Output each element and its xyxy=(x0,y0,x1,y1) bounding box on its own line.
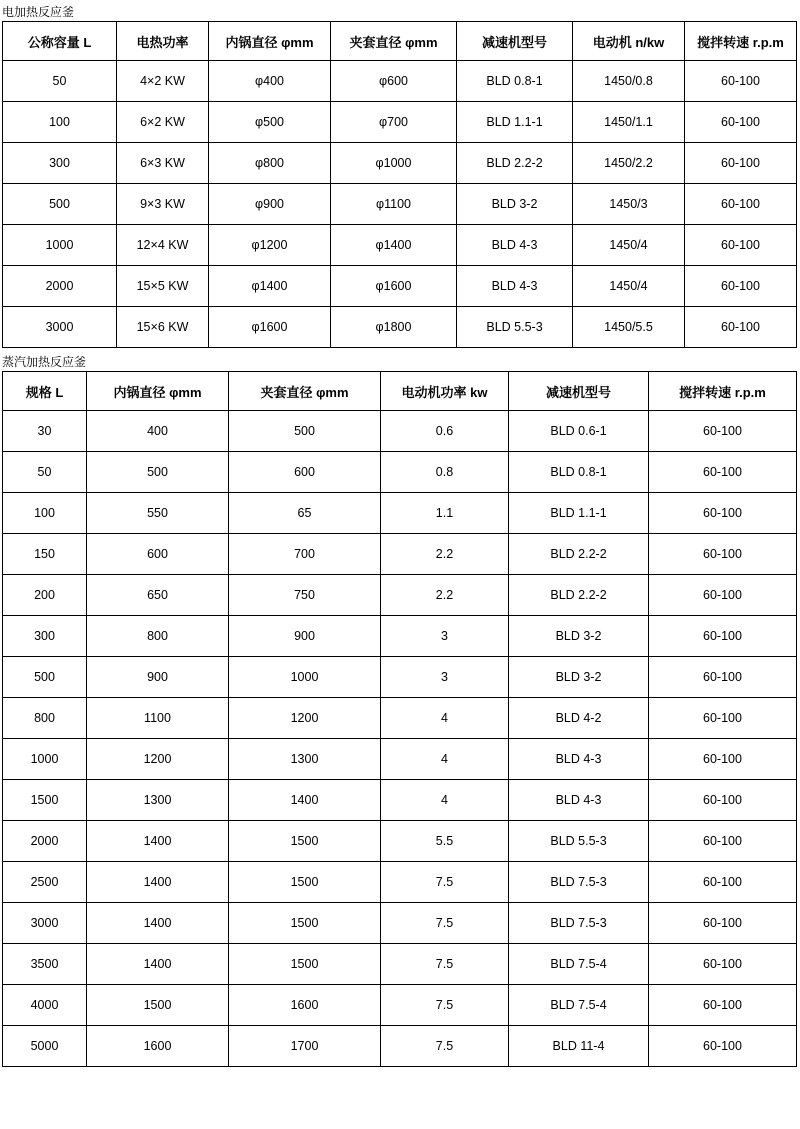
steam-heating-cell: 500 xyxy=(87,452,229,493)
steam-heating-cell: 60-100 xyxy=(649,862,797,903)
electric-heating-cell: φ1000 xyxy=(331,143,457,184)
steam-heating-cell: BLD 3-2 xyxy=(509,657,649,698)
steam-heating-cell: 150 xyxy=(3,534,87,575)
electric-heating-cell: 1450/5.5 xyxy=(573,307,685,348)
steam-heating-cell: 30 xyxy=(3,411,87,452)
steam-heating-cell: BLD 11-4 xyxy=(509,1026,649,1067)
electric-heating-cell: 6×2 KW xyxy=(117,102,209,143)
table-row xyxy=(3,184,797,225)
electric-heating-cell: BLD 3-2 xyxy=(457,184,573,225)
steam-heating-cell: BLD 1.1-1 xyxy=(509,493,649,534)
table1-body xyxy=(3,61,797,348)
electric-heating-cell: 4×2 KW xyxy=(117,61,209,102)
electric-heating-cell: 1000 xyxy=(3,225,117,266)
electric-heating-cell: φ600 xyxy=(331,61,457,102)
electric-heating-cell: BLD 4-3 xyxy=(457,266,573,307)
steam-heating-cell: 60-100 xyxy=(649,534,797,575)
table-row xyxy=(3,307,797,348)
electric-heating-column-header: 夹套直径 φmm xyxy=(331,22,457,61)
steam-heating-cell: BLD 5.5-3 xyxy=(509,821,649,862)
table-row xyxy=(3,698,797,739)
steam-heating-cell: BLD 2.2-2 xyxy=(509,534,649,575)
steam-heating-cell: 7.5 xyxy=(381,944,509,985)
steam-heating-cell: 1500 xyxy=(87,985,229,1026)
steam-heating-cell: 700 xyxy=(229,534,381,575)
steam-heating-cell: 65 xyxy=(229,493,381,534)
steam-heating-cell: 1100 xyxy=(87,698,229,739)
electric-heating-cell: 60-100 xyxy=(685,143,797,184)
steam-heating-cell: 1500 xyxy=(3,780,87,821)
steam-heating-cell: BLD 7.5-3 xyxy=(509,862,649,903)
electric-heating-cell: 60-100 xyxy=(685,102,797,143)
steam-heating-cell: 1500 xyxy=(229,944,381,985)
table1-head xyxy=(3,22,797,61)
electric-heating-cell: 2000 xyxy=(3,266,117,307)
steam-heating-cell: 1.1 xyxy=(381,493,509,534)
electric-heating-cell: 500 xyxy=(3,184,117,225)
steam-heating-cell: 1500 xyxy=(229,862,381,903)
steam-heating-cell: 5.5 xyxy=(381,821,509,862)
steam-heating-cell: 3 xyxy=(381,657,509,698)
steam-heating-cell: 1300 xyxy=(87,780,229,821)
steam-heating-cell: 650 xyxy=(87,575,229,616)
electric-heating-cell: 60-100 xyxy=(685,225,797,266)
electric-heating-cell: φ1100 xyxy=(331,184,457,225)
steam-heating-cell: 7.5 xyxy=(381,1026,509,1067)
steam-heating-cell: 1300 xyxy=(229,739,381,780)
steam-heating-cell: 1400 xyxy=(229,780,381,821)
steam-heating-cell: BLD 4-2 xyxy=(509,698,649,739)
steam-heating-cell: 60-100 xyxy=(649,452,797,493)
steam-heating-cell: 900 xyxy=(229,616,381,657)
electric-heating-cell: φ1800 xyxy=(331,307,457,348)
electric-heating-cell: BLD 5.5-3 xyxy=(457,307,573,348)
table1-wrapper xyxy=(0,21,800,348)
steam-heating-cell: 1000 xyxy=(229,657,381,698)
electric-heating-cell: 1450/2.2 xyxy=(573,143,685,184)
steam-heating-cell: 400 xyxy=(87,411,229,452)
steam-heating-cell: 1400 xyxy=(87,944,229,985)
steam-heating-cell: 4 xyxy=(381,698,509,739)
table-row xyxy=(3,657,797,698)
table2-wrapper xyxy=(0,371,800,1067)
steam-heating-cell: 60-100 xyxy=(649,616,797,657)
steam-heating-cell: 1600 xyxy=(229,985,381,1026)
steam-heating-cell: BLD 4-3 xyxy=(509,739,649,780)
electric-heating-column-header: 减速机型号 xyxy=(457,22,573,61)
steam-heating-cell: 60-100 xyxy=(649,780,797,821)
electric-heating-cell: 1450/4 xyxy=(573,225,685,266)
steam-heating-cell: 0.6 xyxy=(381,411,509,452)
steam-heating-cell: 4 xyxy=(381,780,509,821)
electric-heating-cell: 3000 xyxy=(3,307,117,348)
table-row xyxy=(3,985,797,1026)
electric-heating-cell: 100 xyxy=(3,102,117,143)
electric-heating-cell: BLD 0.8-1 xyxy=(457,61,573,102)
table-row xyxy=(3,225,797,266)
table-row xyxy=(3,452,797,493)
steam-heating-cell: 60-100 xyxy=(649,1026,797,1067)
electric-heating-cell: 1450/0.8 xyxy=(573,61,685,102)
table-row xyxy=(3,944,797,985)
table-row xyxy=(3,862,797,903)
table2-header-row xyxy=(3,372,797,411)
steam-heating-cell: 800 xyxy=(87,616,229,657)
steam-heating-cell: 600 xyxy=(87,534,229,575)
electric-heating-cell: φ1400 xyxy=(209,266,331,307)
steam-heating-cell: 300 xyxy=(3,616,87,657)
steam-heating-reactor-table xyxy=(2,371,797,1067)
electric-heating-cell: 300 xyxy=(3,143,117,184)
electric-heating-cell: 15×5 KW xyxy=(117,266,209,307)
table2-body xyxy=(3,411,797,1067)
steam-heating-cell: 900 xyxy=(87,657,229,698)
electric-heating-reactor-table xyxy=(2,21,797,348)
electric-heating-cell: φ700 xyxy=(331,102,457,143)
electric-heating-column-header: 搅拌转速 r.p.m xyxy=(685,22,797,61)
steam-heating-cell: BLD 2.2-2 xyxy=(509,575,649,616)
steam-heating-cell: 200 xyxy=(3,575,87,616)
steam-heating-cell: 7.5 xyxy=(381,903,509,944)
table1-header-row xyxy=(3,22,797,61)
steam-heating-cell: 7.5 xyxy=(381,862,509,903)
steam-heating-column-header: 内锅直径 φmm xyxy=(87,372,229,411)
table2-head xyxy=(3,372,797,411)
table-row xyxy=(3,1026,797,1067)
steam-heating-cell: 100 xyxy=(3,493,87,534)
steam-heating-cell: BLD 4-3 xyxy=(509,780,649,821)
steam-heating-cell: 60-100 xyxy=(649,698,797,739)
table2-caption: 蒸汽加热反应釜 xyxy=(2,355,87,369)
steam-heating-cell: 5000 xyxy=(3,1026,87,1067)
steam-heating-column-header: 电动机功率 kw xyxy=(381,372,509,411)
table-row xyxy=(3,493,797,534)
steam-heating-cell: 750 xyxy=(229,575,381,616)
table-row xyxy=(3,616,797,657)
steam-heating-cell: 60-100 xyxy=(649,821,797,862)
table-row xyxy=(3,102,797,143)
steam-heating-cell: 60-100 xyxy=(649,411,797,452)
table-row xyxy=(3,143,797,184)
electric-heating-cell: BLD 2.2-2 xyxy=(457,143,573,184)
steam-heating-cell: 3500 xyxy=(3,944,87,985)
electric-heating-cell: 12×4 KW xyxy=(117,225,209,266)
electric-heating-cell: BLD 1.1-1 xyxy=(457,102,573,143)
steam-heating-cell: 2500 xyxy=(3,862,87,903)
steam-heating-cell: 60-100 xyxy=(649,903,797,944)
steam-heating-cell: 2.2 xyxy=(381,534,509,575)
steam-heating-cell: 4000 xyxy=(3,985,87,1026)
steam-heating-cell: 1500 xyxy=(229,903,381,944)
electric-heating-cell: 9×3 KW xyxy=(117,184,209,225)
steam-heating-cell: 1400 xyxy=(87,862,229,903)
steam-heating-cell: 1400 xyxy=(87,903,229,944)
table-row xyxy=(3,534,797,575)
table-row xyxy=(3,266,797,307)
table-row xyxy=(3,61,797,102)
steam-heating-cell: 50 xyxy=(3,452,87,493)
electric-heating-cell: 50 xyxy=(3,61,117,102)
electric-heating-cell: 1450/4 xyxy=(573,266,685,307)
steam-heating-cell: BLD 0.6-1 xyxy=(509,411,649,452)
electric-heating-cell: 1450/1.1 xyxy=(573,102,685,143)
steam-heating-cell: BLD 7.5-3 xyxy=(509,903,649,944)
electric-heating-cell: 6×3 KW xyxy=(117,143,209,184)
steam-heating-cell: 60-100 xyxy=(649,944,797,985)
steam-heating-cell: 500 xyxy=(229,411,381,452)
steam-heating-cell: 1000 xyxy=(3,739,87,780)
steam-heating-column-header: 夹套直径 φmm xyxy=(229,372,381,411)
steam-heating-cell: 1200 xyxy=(229,698,381,739)
steam-heating-cell: BLD 7.5-4 xyxy=(509,985,649,1026)
electric-heating-cell: φ800 xyxy=(209,143,331,184)
electric-heating-column-header: 公称容量 L xyxy=(3,22,117,61)
steam-heating-cell: 4 xyxy=(381,739,509,780)
steam-heating-cell: 1600 xyxy=(87,1026,229,1067)
steam-heating-cell: 60-100 xyxy=(649,575,797,616)
steam-heating-cell: 7.5 xyxy=(381,985,509,1026)
steam-heating-cell: 550 xyxy=(87,493,229,534)
steam-heating-cell: BLD 3-2 xyxy=(509,616,649,657)
steam-heating-cell: BLD 7.5-4 xyxy=(509,944,649,985)
electric-heating-cell: 60-100 xyxy=(685,184,797,225)
electric-heating-column-header: 电动机 n/kw xyxy=(573,22,685,61)
steam-heating-cell: 0.8 xyxy=(381,452,509,493)
table-row xyxy=(3,575,797,616)
electric-heating-cell: 60-100 xyxy=(685,307,797,348)
steam-heating-cell: 60-100 xyxy=(649,493,797,534)
steam-heating-cell: 60-100 xyxy=(649,985,797,1026)
steam-heating-cell: 2000 xyxy=(3,821,87,862)
table-row xyxy=(3,821,797,862)
table-row xyxy=(3,739,797,780)
steam-heating-cell: 600 xyxy=(229,452,381,493)
electric-heating-cell: φ1400 xyxy=(331,225,457,266)
electric-heating-column-header: 内锅直径 φmm xyxy=(209,22,331,61)
electric-heating-cell: 60-100 xyxy=(685,266,797,307)
steam-heating-column-header: 搅拌转速 r.p.m xyxy=(649,372,797,411)
steam-heating-cell: 1400 xyxy=(87,821,229,862)
steam-heating-cell: 2.2 xyxy=(381,575,509,616)
table-row xyxy=(3,903,797,944)
table1-caption: 电加热反应釜 xyxy=(2,5,75,19)
steam-heating-column-header: 减速机型号 xyxy=(509,372,649,411)
steam-heating-column-header: 规格 L xyxy=(3,372,87,411)
steam-heating-cell: 500 xyxy=(3,657,87,698)
steam-heating-cell: BLD 0.8-1 xyxy=(509,452,649,493)
table-row xyxy=(3,411,797,452)
electric-heating-cell: 1450/3 xyxy=(573,184,685,225)
electric-heating-cell: φ400 xyxy=(209,61,331,102)
electric-heating-cell: φ1200 xyxy=(209,225,331,266)
electric-heating-cell: 60-100 xyxy=(685,61,797,102)
steam-heating-cell: 1200 xyxy=(87,739,229,780)
electric-heating-cell: φ1600 xyxy=(209,307,331,348)
steam-heating-cell: 60-100 xyxy=(649,739,797,780)
steam-heating-cell: 3 xyxy=(381,616,509,657)
electric-heating-cell: φ900 xyxy=(209,184,331,225)
steam-heating-cell: 60-100 xyxy=(649,657,797,698)
electric-heating-cell: BLD 4-3 xyxy=(457,225,573,266)
steam-heating-cell: 1700 xyxy=(229,1026,381,1067)
steam-heating-cell: 3000 xyxy=(3,903,87,944)
electric-heating-cell: φ1600 xyxy=(331,266,457,307)
steam-heating-cell: 1500 xyxy=(229,821,381,862)
electric-heating-cell: 15×6 KW xyxy=(117,307,209,348)
electric-heating-column-header: 电热功率 xyxy=(117,22,209,61)
table-row xyxy=(3,780,797,821)
electric-heating-cell: φ500 xyxy=(209,102,331,143)
steam-heating-cell: 800 xyxy=(3,698,87,739)
